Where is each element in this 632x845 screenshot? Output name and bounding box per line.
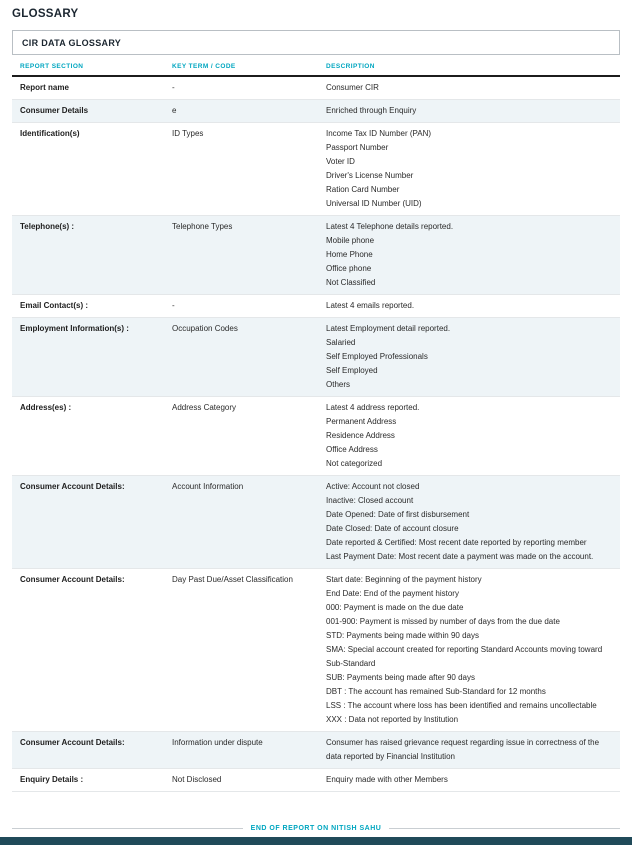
cell-key-term: Information under dispute	[172, 738, 263, 747]
description-line: Salaried	[326, 338, 356, 347]
cell-report-section: Consumer Account Details:	[20, 738, 125, 747]
description-line: Date Opened: Date of first disbursement	[326, 510, 470, 519]
cell-description	[318, 476, 620, 568]
cell-key-term: Occupation Codes	[172, 324, 238, 333]
table-row	[12, 769, 620, 792]
cell-report-section: Report name	[20, 83, 69, 92]
description-line: Income Tax ID Number (PAN)	[326, 129, 432, 138]
description-line: Enquiry made with other Members	[326, 775, 448, 784]
description-line: LSS : The account where loss has been identified and remains uncollectable	[326, 701, 597, 710]
cell-report-section: Email Contact(s) :	[20, 301, 89, 310]
description-line: Active: Account not closed	[326, 482, 420, 491]
description-line: Permanent Address	[326, 417, 397, 426]
cell-report-section: Employment Information(s) :	[20, 324, 129, 333]
table-row	[12, 569, 620, 732]
cell-key-term: Not Disclosed	[172, 775, 222, 784]
description-line: Date Closed: Date of account closure	[326, 524, 459, 533]
table-row	[12, 77, 620, 100]
cell-description	[318, 732, 620, 768]
cell-report-section: Enquiry Details :	[20, 775, 84, 784]
cell-key-term: ID Types	[172, 129, 204, 138]
divider-line-left	[12, 828, 243, 829]
table-title: CIR DATA GLOSSARY	[12, 30, 620, 55]
table-row	[12, 732, 620, 769]
description-line: DBT : The account has remained Sub-Standard for 12 months	[326, 687, 546, 696]
column-header-report-section: REPORT SECTION	[20, 63, 84, 70]
cell-report-section: Telephone(s) :	[20, 222, 75, 231]
page-title: GLOSSARY	[12, 8, 79, 20]
cell-description	[318, 123, 620, 215]
cell-description	[318, 769, 620, 791]
description-line: Not Classified	[326, 278, 376, 287]
description-line: 001-900: Payment is missed by number of days from the due date	[326, 617, 560, 626]
description-line: Enriched through Enquiry	[326, 106, 417, 115]
cell-description	[318, 100, 620, 122]
cell-description	[318, 569, 620, 731]
description-line: Others	[326, 380, 351, 389]
description-line: Not categorized	[326, 459, 383, 468]
description-line: Start date: Beginning of the payment history	[326, 575, 482, 584]
table-row	[12, 123, 620, 216]
description-line: Last Payment Date: Most recent date a payment was made on the account.	[326, 552, 594, 561]
description-line: Passport Number	[326, 143, 389, 152]
description-line: SMA: Special account created for reporting Standard Accounts moving toward Sub-Standard	[326, 645, 603, 668]
cell-report-section: Consumer Details	[20, 106, 89, 115]
description-line: End Date: End of the payment history	[326, 589, 459, 598]
end-of-report-text: END OF REPORT ON NITISH SAHU	[250, 825, 382, 832]
description-line: Date reported & Certified: Most recent date reported by reporting member	[326, 538, 587, 547]
description-line: Latest 4 Telephone details reported.	[326, 222, 454, 231]
cell-key-term: Telephone Types	[172, 222, 233, 231]
cell-key-term: -	[172, 83, 175, 92]
table-row	[12, 100, 620, 123]
description-line: STD: Payments being made within 90 days	[326, 631, 479, 640]
description-line: Consumer CIR	[326, 83, 379, 92]
description-line: Home Phone	[326, 250, 373, 259]
description-line: Driver's License Number	[326, 171, 414, 180]
description-line: Universal ID Number (UID)	[326, 199, 422, 208]
table-row	[12, 216, 620, 295]
description-line: Latest Employment detail reported.	[326, 324, 451, 333]
glossary-table	[12, 30, 620, 792]
cell-report-section: Consumer Account Details:	[20, 482, 125, 491]
table-row	[12, 476, 620, 569]
description-line: SUB: Payments being made after 90 days	[326, 673, 475, 682]
table-header-row	[12, 55, 620, 77]
cell-description	[318, 397, 620, 475]
divider-line-right	[389, 828, 620, 829]
description-line: Latest 4 emails reported.	[326, 301, 415, 310]
description-line: Consumer has raised grievance request regarding issue in correctness of the data reported by Financial Institution	[326, 738, 600, 761]
cell-key-term: e	[172, 106, 177, 115]
description-line: Latest 4 address reported.	[326, 403, 420, 412]
cell-report-section: Identification(s)	[20, 129, 80, 138]
description-line: Mobile phone	[326, 236, 375, 245]
cell-report-section: Address(es) :	[20, 403, 72, 412]
table-row	[12, 318, 620, 397]
cell-description	[318, 318, 620, 396]
end-of-report	[12, 825, 620, 832]
table-body	[12, 77, 620, 792]
description-line: Self Employed Professionals	[326, 352, 428, 361]
cell-description	[318, 295, 620, 317]
cell-key-term: Account Information	[172, 482, 244, 491]
description-line: Self Employed	[326, 366, 378, 375]
description-line: 000: Payment is made on the due date	[326, 603, 464, 612]
cell-report-section: Consumer Account Details:	[20, 575, 125, 584]
cell-key-term: -	[172, 301, 175, 310]
cell-key-term: Day Past Due/Asset Classification	[172, 575, 293, 584]
cell-description	[318, 77, 620, 99]
description-line: Inactive: Closed account	[326, 496, 414, 505]
description-line: Office phone	[326, 264, 372, 273]
description-line: Residence Address	[326, 431, 395, 440]
description-line: Voter ID	[326, 157, 355, 166]
description-line: Office Address	[326, 445, 378, 454]
column-header-description: DESCRIPTION	[326, 63, 375, 70]
description-line: Ration Card Number	[326, 185, 400, 194]
description-line: XXX : Data not reported by Institution	[326, 715, 459, 724]
column-header-key-term: KEY TERM / CODE	[172, 63, 236, 70]
table-row	[12, 295, 620, 318]
table-row	[12, 397, 620, 476]
footer-bar	[0, 837, 632, 845]
cell-key-term: Address Category	[172, 403, 237, 412]
cell-description	[318, 216, 620, 294]
